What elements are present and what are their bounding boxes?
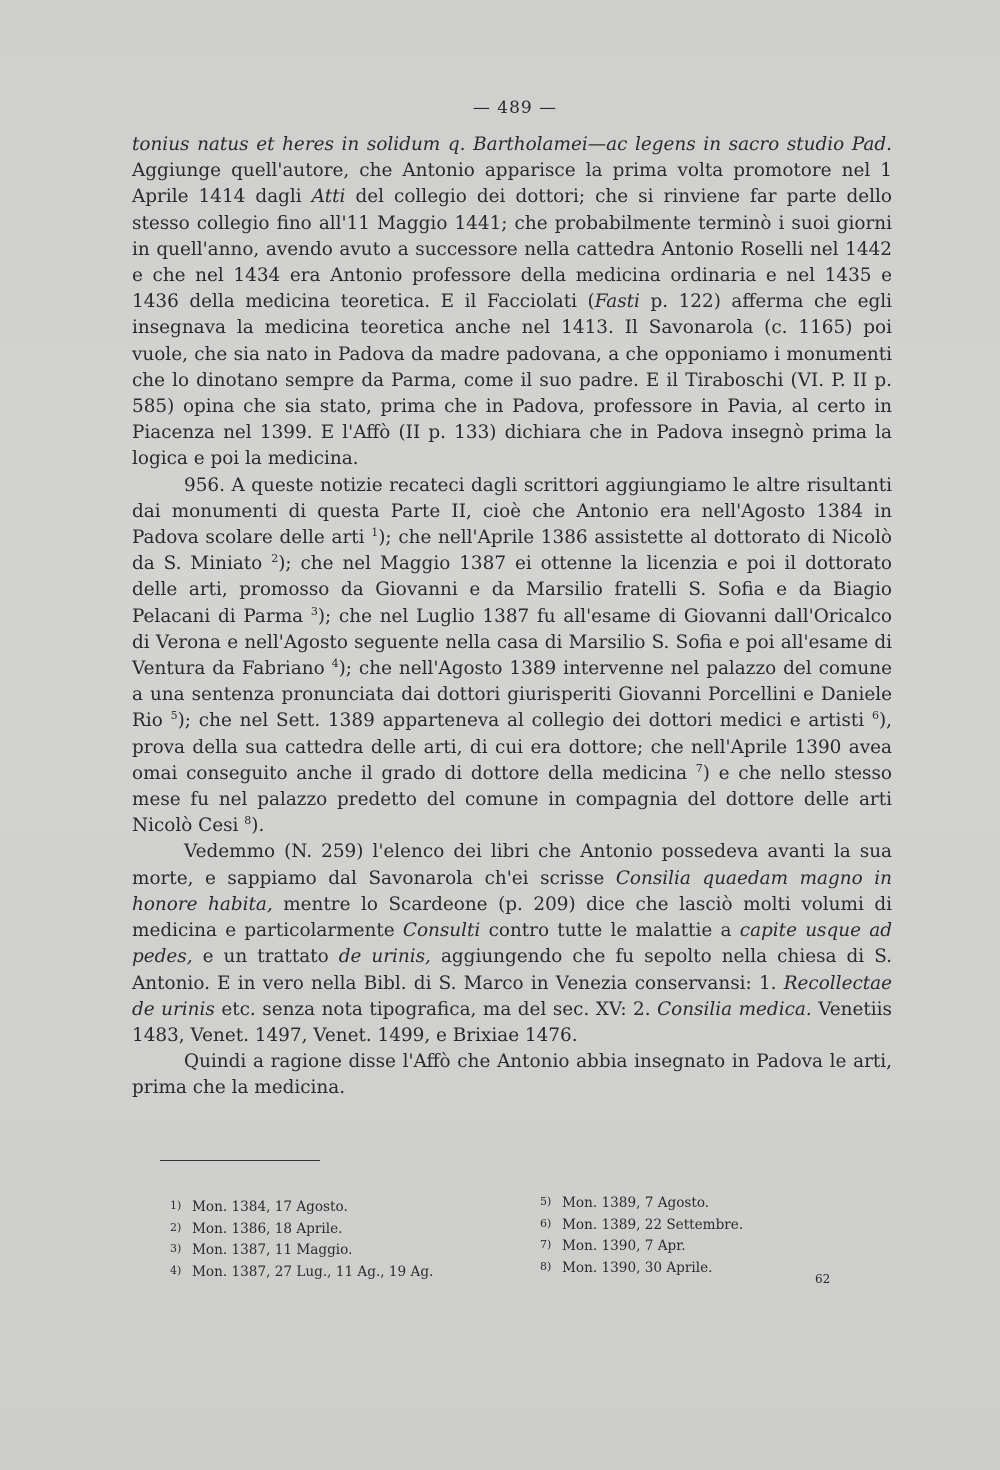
footnote xyxy=(540,1235,840,1257)
signature-mark: 62 xyxy=(815,1272,831,1286)
text-run: etc. senza nota tipografica, ma del sec. XV: 2. xyxy=(214,998,658,1020)
footnote xyxy=(170,1196,500,1218)
paragraph xyxy=(132,839,892,1049)
italic-text: Atti xyxy=(311,186,346,208)
footnote-text: Mon. 1384, 17 Agosto. xyxy=(192,1199,348,1215)
text-run: ). xyxy=(251,815,265,837)
footnote-text: Mon. 1389, 22 Settembre. xyxy=(562,1216,744,1233)
text-run: Venetiis 1483, Venet. 1497, Venet. 1499, e Brixiae 1476. xyxy=(132,998,892,1046)
footnote-marker: 6) xyxy=(540,1216,552,1230)
footnote xyxy=(170,1239,500,1261)
text-run: del collegio dei dottori; che si rinviene far parte dello stesso collegio fino all'11 Maggio 1441; che probabilmente terminò i suoi giorni in quell'anno, avendo avuto a successore nella cattedra Antonio Roselli nel 1442 e che nel 1434 era Antonio professore della medicina ordinaria e nel 1435 e 1436 della medicina teoretica. E il Facciolati ( xyxy=(132,186,893,313)
footnote-marker: 7) xyxy=(540,1238,552,1252)
footnote-text: Mon. 1390, 30 Aprile. xyxy=(562,1259,713,1276)
text-run: Quindi a ragione disse l'Affò che Antonio abbia insegnato in Padova le arti, prima che la medicina. xyxy=(132,1051,892,1099)
text-run: Vedemmo (N. 259) l'elenco dei libri che Antonio possedeva avanti la sua morte, e sappiamo dal Savonarola ch'ei scrisse xyxy=(132,841,892,889)
footnote-text: Mon. 1386, 18 Aprile. xyxy=(192,1220,343,1237)
footnote-rule xyxy=(160,1160,320,1161)
text-run: 956. A queste notizie recateci dagli scrittori aggiungiamo le altre risultanti dai monumenti di questa Parte II, cioè che Antonio era nell'Agosto 1384 in Padova scolare delle arti xyxy=(132,474,892,549)
footnote-reference: 2 xyxy=(271,552,279,566)
footnotes-right-column xyxy=(540,1192,840,1278)
footnote-reference: 3 xyxy=(310,604,318,618)
footnote-reference: 1 xyxy=(371,525,379,539)
body-text xyxy=(132,132,892,1102)
text-run: ) e che nello stesso mese fu nel palazzo predetto del comune in compagnia del dottore delle arti Nicolò Cesi xyxy=(132,762,892,837)
footnote-marker: 3) xyxy=(170,1242,182,1256)
text-run: mentre lo Scardeone (p. 209) dice che lasciò molti volumi di medicina e particolarmente xyxy=(132,893,892,942)
text-run: Aggiunge quell'autore, che Antonio apparisce la prima volta promotore nel 1 Aprile 1414 dagli xyxy=(132,160,892,208)
footnote xyxy=(170,1218,500,1240)
italic-text: de urinis, xyxy=(338,946,431,968)
text-run: ); che nel Luglio 1387 fu all'esame di Giovanni dall'Oricalco di Verona e nell'Agosto seguente nella casa di Marsilio S. Sofia e poi all'esame di Ventura da Fabriano xyxy=(132,605,892,680)
paragraph xyxy=(132,1049,892,1101)
text-run: ); che nell'Aprile 1386 assistette al dottorato di Nicolò da S. Miniato xyxy=(132,527,892,575)
text-run: p. 122) afferma che egli insegnava la medicina teoretica anche nel 1413. Il Savonarola (c. 1165) poi vuole, che sia nato in Padova da madre padovana, a che opponiamo i monumenti che lo dinotano sempre da Parma, come il suo padre. E il Tiraboschi (VI. P. II p. 585) opina che sia stato, prima che in Padova, professore in Pavia, al certo in Piacenza nel 1399. E l'Affò (II p. 133) dichiara che in Padova insegnò prima la logica e poi la medicina. xyxy=(132,291,892,470)
footnote-marker: 2) xyxy=(170,1220,182,1234)
paragraph xyxy=(132,473,892,840)
footnote xyxy=(170,1261,500,1283)
footnote xyxy=(540,1214,840,1236)
footnote-text: Mon. 1389, 7 Agosto. xyxy=(562,1195,710,1211)
italic-text: Recollectae de urinis xyxy=(132,972,892,1020)
footnote-reference: 5 xyxy=(170,709,178,723)
page-number: — 489 — xyxy=(472,98,558,118)
footnote-marker: 5) xyxy=(540,1195,552,1208)
footnote-reference: 7 xyxy=(695,761,703,775)
text-run: aggiungendo che fu sepolto nella chiesa di S. Antonio. E in vero nella Bibl. di S. Marco in Venezia conservansi: 1. xyxy=(132,946,893,994)
footnote-text: Mon. 1390, 7 Apr. xyxy=(562,1238,686,1255)
footnote-reference: 6 xyxy=(871,709,879,723)
italic-text: tonius natus et heres in solidum q. Bartholamei—ac legens in sacro studio Pad. xyxy=(132,134,892,155)
footnote-marker: 1) xyxy=(170,1199,182,1212)
footnote-reference: 8 xyxy=(244,814,252,828)
footnote-text: Mon. 1387, 11 Maggio. xyxy=(192,1242,353,1259)
italic-text: Fasti xyxy=(594,291,640,313)
footnote-marker: 4) xyxy=(170,1263,182,1277)
text-run: contro tutte le malattie a xyxy=(480,920,740,942)
text-run: ); che nel Maggio 1387 ei ottenne la licenzia e poi il dottorato delle arti, promosso da Giovanni e da Marsilio fratelli S. Sofia e da Biagio Pelacani di Parma xyxy=(132,553,892,627)
italic-text: Consulti xyxy=(402,920,481,942)
text-run: e un trattato xyxy=(192,946,339,968)
italic-text: capite usque ad pedes, xyxy=(132,920,892,968)
footnote-text: Mon. 1387, 27 Lug., 11 Ag., 19 Ag. xyxy=(192,1263,434,1280)
paragraph xyxy=(132,132,892,473)
text-run: ), prova della sua cattedra delle arti, di cui era dottore; che nell'Aprile 1390 avea omai conseguito anche il grado di dottore della medicina xyxy=(132,710,892,784)
footnote-marker: 8) xyxy=(540,1259,552,1273)
footnote xyxy=(540,1192,840,1214)
italic-text: Consilia quaedam magno in honore habita, xyxy=(132,867,892,915)
footnote xyxy=(540,1257,840,1279)
italic-text: Consilia medica. xyxy=(657,998,812,1020)
footnotes-left-column xyxy=(170,1196,500,1282)
footnote-reference: 4 xyxy=(331,656,339,670)
text-run: ); che nell'Agosto 1389 intervenne nel palazzo del comune a una sentenza pronunciata dai dottori giurisperiti Giovanni Porcellini e Daniele Rio xyxy=(132,658,892,732)
text-run: ); che nel Sett. 1389 apparteneva al collegio dei dottori medici e artisti xyxy=(177,710,872,732)
